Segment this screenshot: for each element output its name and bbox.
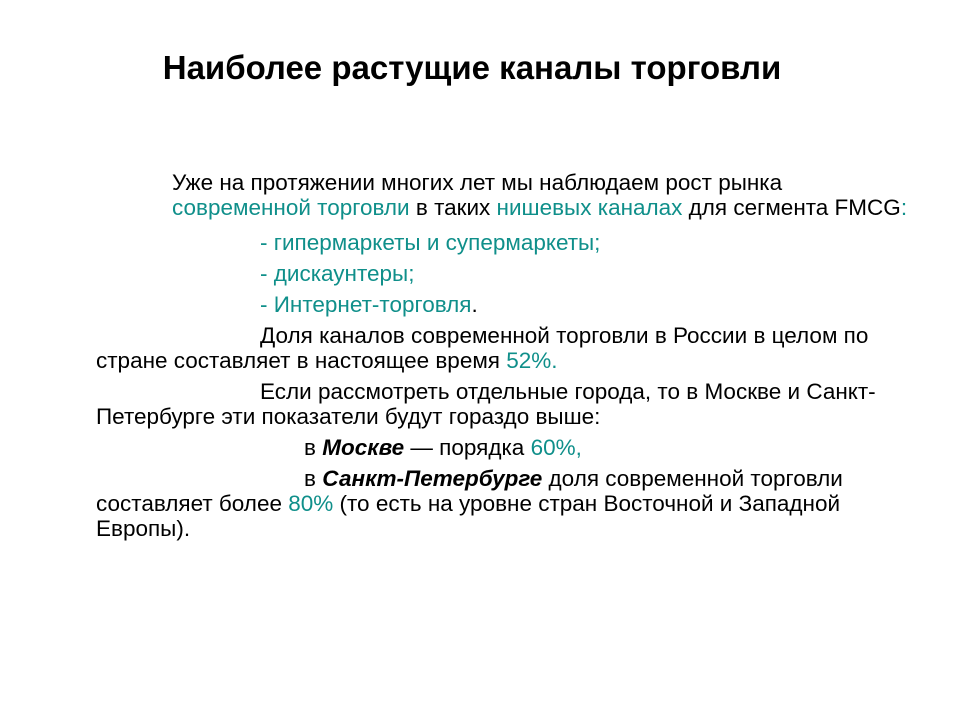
- intro-text-c: для сегмента FMCG: [682, 195, 901, 220]
- spb-city: Санкт-Петербурге: [322, 466, 543, 491]
- list-item-tail: .: [471, 292, 478, 317]
- list-item-text: - гипермаркеты и супермаркеты;: [260, 230, 601, 255]
- slide-body: [96, 170, 916, 541]
- list-item: [96, 292, 916, 317]
- spb-text-a: доля современной торговли составляет более: [96, 466, 843, 516]
- paragraph-moscow: [96, 435, 916, 460]
- intro-highlight-niche-channels: нишевых каналах: [496, 195, 683, 220]
- russia-share-value: 52%.: [506, 348, 558, 373]
- list-item: [96, 230, 916, 255]
- paragraph-cities: [96, 379, 916, 429]
- russia-share-text: Доля каналов современной торговли в России в целом по стране составляет в настоящее время: [96, 323, 869, 373]
- spb-text-b: (то есть на уровне стран Восточной и Западной Европы).: [96, 491, 841, 541]
- intro-text-b: в таких: [409, 195, 497, 220]
- intro-text-a: Уже на протяжении многих лет мы наблюдаем рост рынка: [172, 170, 783, 195]
- moscow-value: 60%,: [530, 435, 582, 460]
- list-item-text: - Интернет-торговля: [260, 292, 472, 317]
- paragraph-intro: [96, 170, 916, 220]
- cities-text: Если рассмотреть отдельные города, то в Москве и Санкт-Петербурге эти показатели будут гораздо выше:: [96, 379, 876, 429]
- list-item-text: - дискаунтеры;: [260, 261, 415, 286]
- spb-value: 80%: [288, 491, 334, 516]
- intro-colon: :: [900, 195, 908, 220]
- list-item: [96, 261, 916, 286]
- moscow-city: Москве: [322, 435, 405, 460]
- spb-prefix: в: [304, 466, 323, 491]
- paragraph-spb: [96, 466, 916, 541]
- moscow-text: — порядка: [404, 435, 531, 460]
- slide-title: Наиболее растущие каналы торговли: [162, 49, 782, 86]
- intro-highlight-modern-trade: современной торговли: [172, 195, 410, 220]
- paragraph-russia-share: [96, 323, 916, 373]
- moscow-prefix: в: [304, 435, 323, 460]
